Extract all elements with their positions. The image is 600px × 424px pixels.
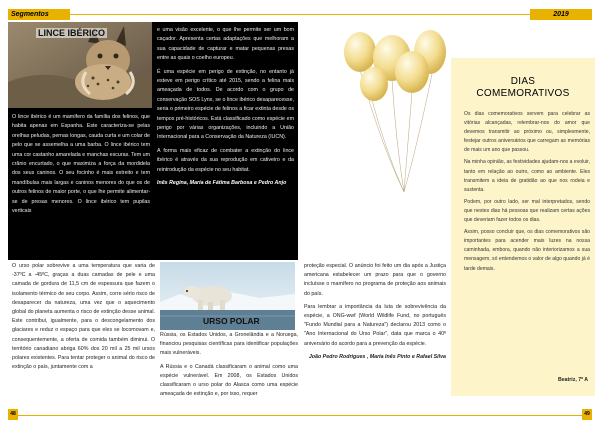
- dias-body: [464, 110, 590, 277]
- dias-author: Beatriz, 7º A: [558, 377, 588, 383]
- balloons-illustration: [300, 22, 450, 222]
- dias-paragraph: Podem, por outro lado, ser mal interpretados, sendo que nestes dias há pessoas que realizam certas ações que deveriam fazer todos os dias.: [464, 198, 590, 224]
- urso-paragraph: O urso polar sobrevive a uma temperatura que varia de -37ºC a -45ºC, graças a duas camadas de pele e uma camada de gordura de 11,5 cm de espessura que fazem o isolamento térmico de seu corpo. Assim, corre sério risco de desaparecer da natureza, uma vez que o aquecimento global do planeta aumenta o risco de extinção desse animal. Este contribui, igualmente, para o descongelamento dos glaciares e reduz o espaço para que eles se locomovam e, consequentemente, a oferta de comida também diminui. O território canadiano abriga 60% dos 20 mil a 25 mil ursos polares existentes. Para tentar proteger o animal do risco de extinção o país, juntamente com a: [12, 263, 155, 371]
- urso-paragraph: proteção especial. O anúncio foi feito um dia após a Justiça americana estabelecer um prazo para que o governo incluísse o mamífero no programa de proteção aos animais do país.: [304, 263, 446, 297]
- lince-paragraph: A forma mais eficaz de combater a extinção do lince ibérico é através da sua reprodução em cativeiro e da reintrodução da espécie no seu habitat.: [157, 147, 294, 173]
- lince-column-2: [157, 26, 294, 193]
- lince-paragraph: É uma espécie em perigo de extinção, no entanto já esteve em perigo crítico até 2015, sendo a felina mais ameaçada de todos. De acordo com o grupo de conservação SOS Lynx, se o lince ibérico desaparecesse, seria o primeiro espécie de felinos a ficar extinta desde os tempos pré-históricos. Está classificado como espécie em perigo por várias organizações, incluindo a União Internacional para a Conservação da Natureza (IUCN).: [157, 68, 294, 141]
- dias-title: [451, 76, 595, 100]
- dias-title-line1: DIAS: [510, 76, 536, 87]
- urso-title: URSO POLAR: [203, 316, 260, 326]
- page-footer: [0, 407, 600, 424]
- urso-author: João Pedro Rodrigues , Maria Inês Pinto e Rafael Silva: [308, 353, 446, 360]
- urso-column-3: [304, 262, 446, 366]
- urso-paragraph: Rússia, os Estados Unidos, a Gronelândia e a Noruega, financiou pesquisas científicas para identificar populações mais vulneráveis.: [160, 332, 298, 357]
- section-tab: Segmentos: [8, 9, 70, 20]
- header-rule-left: [70, 14, 300, 15]
- urso-column-2: [160, 331, 298, 403]
- urso-paragraph: A Rússia e o Canadá classificaram o animal como uma espécie vulnerável. Em 2008, os Estados Unidos classificaram o urso polar do Alasca como uma espécie ameaçada de extinção e, por isso, requer: [160, 363, 298, 398]
- lince-author: Inês Regina, Maria de Fátima Barbosa e Pedro Anjo: [157, 180, 287, 187]
- dias-paragraph: Os dias comemorativos servem para celebrar as vitórias alcançadas, relembrar-nos do amor que devemos transmitir ao próximo ou, simplesmente, festejar outros aniversários que carregam as memórias de mais um ano que passou.: [464, 111, 590, 154]
- balloons-image: [300, 22, 450, 222]
- year-tab: 2019: [530, 9, 592, 20]
- lince-paragraph: e uma visão excelente, o que lhe permite ser um bom caçador. Apresenta certas adaptações que melhoram a sua capacidade de capturar e matar pequenas presas entre as quais o coelho europeu.: [157, 27, 294, 62]
- lince-column-1: [12, 113, 150, 220]
- page-header: [0, 0, 600, 22]
- header-rule-right: [300, 14, 530, 15]
- dias-paragraph: Assim, posso concluir que, os dias comemorativos são importantes para acender mais luzes na nossa caminhada, embora, quando não interiorizamos a sua mensagem, só entendemos o valor de algo quando já é tarde demais.: [464, 229, 590, 272]
- urso-column-1: [12, 262, 155, 376]
- lince-paragraph: O lince ibérico é um mamífero da família dos felinos, que habita apenas em Espanha. Este caracteriza-se pelas orelhas peludas, pernas longas, cauda curta e um colar de pelo que se assemelha a uma barba. O lince ibérico tem uma cor castanho amarelada e manchas escuras. Tem um crânio encurtado, o que maximiza a força da mordidela dos seus caninos. O seu focinho é mais estreito e tem mandíbulas mais largas e caninos menores do que os de outros felinos de maior porte, o que lhe permite alimentar-se de presas menores. O lince ibérico tem pupilas verticais: [12, 114, 150, 215]
- page-number-right: 49: [582, 409, 592, 420]
- urso-paragraph: Para lembrar a importância da luta de sobrevivência da espécie, a ONG-wwf (World Wildlife Fund, no português "Fundo Mundial para a Natureza") declarou 2013 como o "Ano Internacional do Urso Polar", data que marca o 40º aniversário do acordo para a prevenção da espécie.: [304, 303, 446, 347]
- dias-paragraph: Na minha opinião, as festividades ajudam-nos a evoluir, tanto em relação ao outro, como ao ambiente. Eles transmitem a ideia de gratidão ao que nos rodeia e sustenta.: [464, 159, 591, 193]
- lince-title: LINCE IBÉRICO: [38, 28, 106, 38]
- footer-rule: [18, 415, 582, 416]
- dias-title-line2: COMEMORATIVOS: [476, 88, 570, 99]
- page-number-left: 48: [8, 409, 18, 420]
